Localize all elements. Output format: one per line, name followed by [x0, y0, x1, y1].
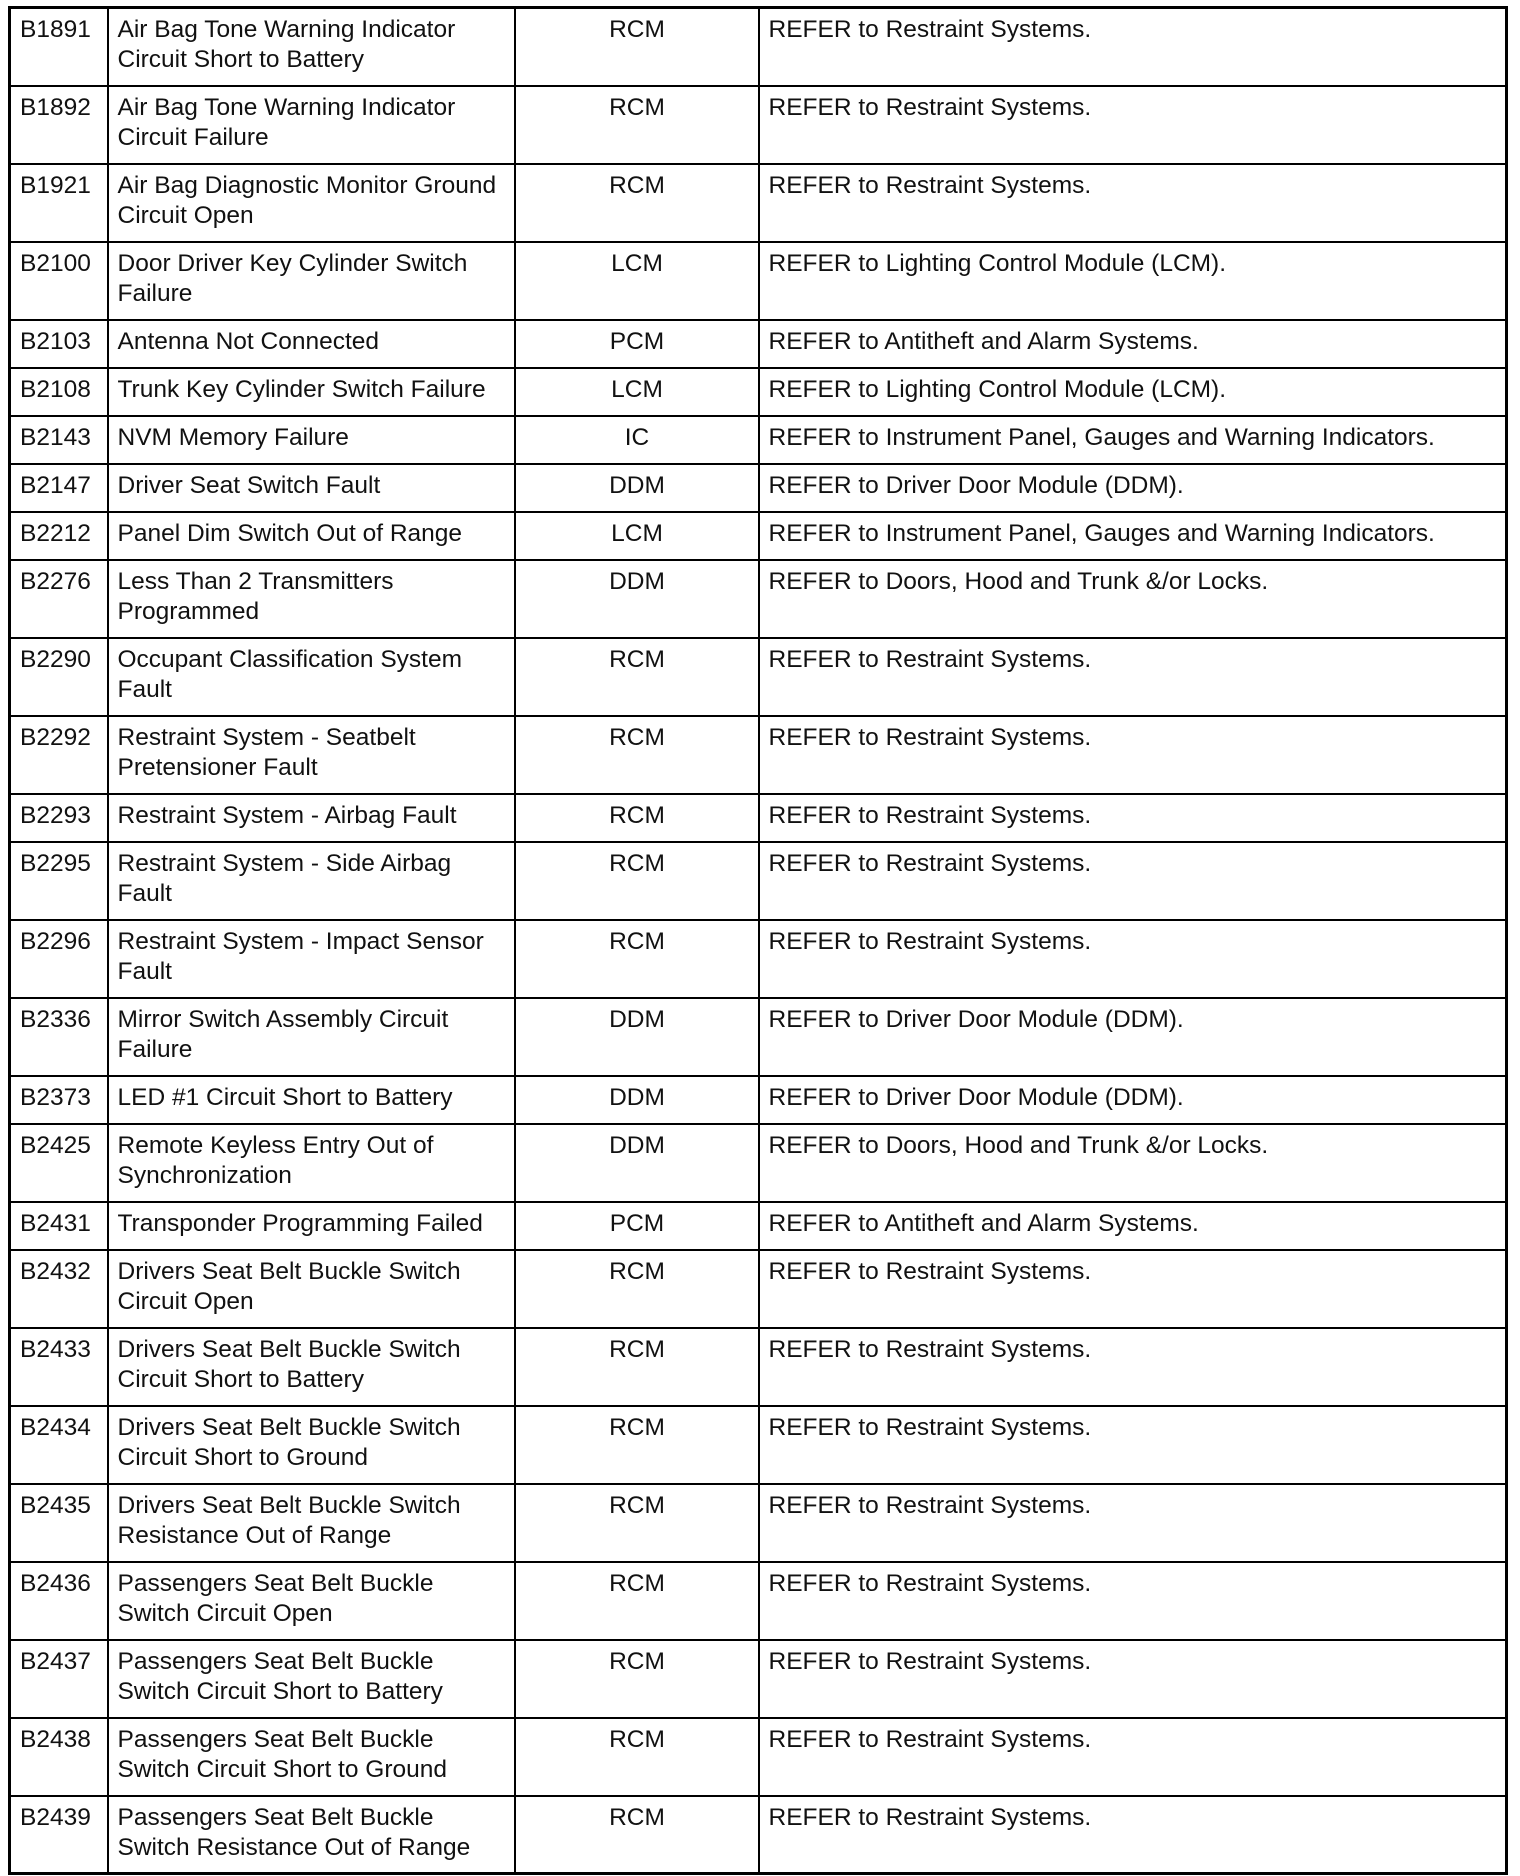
dtc-module-cell: RCM — [515, 794, 759, 842]
table-row — [10, 1796, 1507, 1874]
dtc-action-cell: REFER to Restraint Systems. — [759, 1718, 1507, 1796]
dtc-description-cell: Restraint System - Side Airbag Fault — [108, 842, 515, 920]
table-row — [10, 716, 1507, 794]
dtc-module-cell: IC — [515, 416, 759, 464]
dtc-description-cell: Air Bag Diagnostic Monitor Ground Circuit Open — [108, 164, 515, 242]
table-row — [10, 1250, 1507, 1328]
dtc-module-cell: RCM — [515, 1484, 759, 1562]
dtc-code-cell: B2108 — [10, 368, 108, 416]
dtc-action-cell: REFER to Restraint Systems. — [759, 920, 1507, 998]
dtc-description-cell: Mirror Switch Assembly Circuit Failure — [108, 998, 515, 1076]
dtc-code-cell: B2292 — [10, 716, 108, 794]
dtc-module-cell: RCM — [515, 716, 759, 794]
dtc-module-cell: RCM — [515, 86, 759, 164]
dtc-description-cell: Door Driver Key Cylinder Switch Failure — [108, 242, 515, 320]
dtc-module-cell: DDM — [515, 1124, 759, 1202]
table-row — [10, 1076, 1507, 1124]
dtc-description-cell: Passengers Seat Belt Buckle Switch Circuit Short to Battery — [108, 1640, 515, 1718]
dtc-module-cell: RCM — [515, 1640, 759, 1718]
dtc-description-cell: Antenna Not Connected — [108, 320, 515, 368]
table-row — [10, 842, 1507, 920]
dtc-action-cell: REFER to Restraint Systems. — [759, 638, 1507, 716]
dtc-code-cell: B2100 — [10, 242, 108, 320]
dtc-code-cell: B2373 — [10, 1076, 108, 1124]
dtc-action-cell: REFER to Instrument Panel, Gauges and Warning Indicators. — [759, 512, 1507, 560]
dtc-code-cell: B1921 — [10, 164, 108, 242]
dtc-module-cell: RCM — [515, 842, 759, 920]
dtc-description-cell: Remote Keyless Entry Out of Synchronization — [108, 1124, 515, 1202]
table-row — [10, 794, 1507, 842]
dtc-module-cell: RCM — [515, 1328, 759, 1406]
dtc-action-cell: REFER to Restraint Systems. — [759, 1562, 1507, 1640]
dtc-module-cell: DDM — [515, 560, 759, 638]
table-row — [10, 164, 1507, 242]
dtc-module-cell: PCM — [515, 1202, 759, 1250]
dtc-module-cell: LCM — [515, 512, 759, 560]
dtc-action-cell: REFER to Restraint Systems. — [759, 1250, 1507, 1328]
table-row — [10, 1562, 1507, 1640]
dtc-description-cell: Transponder Programming Failed — [108, 1202, 515, 1250]
dtc-code-cell: B2143 — [10, 416, 108, 464]
dtc-action-cell: REFER to Antitheft and Alarm Systems. — [759, 320, 1507, 368]
dtc-module-cell: DDM — [515, 464, 759, 512]
dtc-description-cell: Driver Seat Switch Fault — [108, 464, 515, 512]
dtc-code-cell: B2435 — [10, 1484, 108, 1562]
table-row — [10, 368, 1507, 416]
table-row — [10, 638, 1507, 716]
dtc-description-cell: Air Bag Tone Warning Indicator Circuit Failure — [108, 86, 515, 164]
dtc-action-cell: REFER to Restraint Systems. — [759, 716, 1507, 794]
dtc-table-body — [10, 8, 1507, 1874]
dtc-module-cell: RCM — [515, 1406, 759, 1484]
dtc-module-cell: DDM — [515, 1076, 759, 1124]
dtc-code-cell: B1891 — [10, 8, 108, 86]
dtc-code-cell: B2147 — [10, 464, 108, 512]
table-row — [10, 320, 1507, 368]
dtc-action-cell: REFER to Restraint Systems. — [759, 8, 1507, 86]
dtc-action-cell: REFER to Antitheft and Alarm Systems. — [759, 1202, 1507, 1250]
table-row — [10, 512, 1507, 560]
table-row — [10, 1640, 1507, 1718]
dtc-module-cell: RCM — [515, 920, 759, 998]
dtc-code-cell: B2290 — [10, 638, 108, 716]
dtc-description-cell: LED #1 Circuit Short to Battery — [108, 1076, 515, 1124]
dtc-module-cell: DDM — [515, 998, 759, 1076]
dtc-action-cell: REFER to Restraint Systems. — [759, 86, 1507, 164]
dtc-module-cell: LCM — [515, 242, 759, 320]
dtc-description-cell: Drivers Seat Belt Buckle Switch Circuit Short to Battery — [108, 1328, 515, 1406]
table-row — [10, 1718, 1507, 1796]
dtc-action-cell: REFER to Restraint Systems. — [759, 1406, 1507, 1484]
dtc-description-cell: Occupant Classification System Fault — [108, 638, 515, 716]
dtc-description-cell: Passengers Seat Belt Buckle Switch Resistance Out of Range — [108, 1796, 515, 1874]
dtc-description-cell: NVM Memory Failure — [108, 416, 515, 464]
dtc-action-cell: REFER to Restraint Systems. — [759, 164, 1507, 242]
dtc-code-cell: B2103 — [10, 320, 108, 368]
dtc-description-cell: Drivers Seat Belt Buckle Switch Circuit Short to Ground — [108, 1406, 515, 1484]
dtc-code-cell: B2336 — [10, 998, 108, 1076]
dtc-action-cell: REFER to Lighting Control Module (LCM). — [759, 242, 1507, 320]
dtc-action-cell: REFER to Restraint Systems. — [759, 842, 1507, 920]
dtc-code-cell: B2276 — [10, 560, 108, 638]
dtc-description-cell: Less Than 2 Transmitters Programmed — [108, 560, 515, 638]
dtc-module-cell: RCM — [515, 1562, 759, 1640]
dtc-description-cell: Passengers Seat Belt Buckle Switch Circuit Short to Ground — [108, 1718, 515, 1796]
dtc-module-cell: RCM — [515, 1718, 759, 1796]
dtc-action-cell: REFER to Driver Door Module (DDM). — [759, 998, 1507, 1076]
dtc-module-cell: RCM — [515, 638, 759, 716]
table-row — [10, 242, 1507, 320]
dtc-table — [8, 6, 1508, 1875]
dtc-action-cell: REFER to Restraint Systems. — [759, 1484, 1507, 1562]
dtc-code-cell: B2431 — [10, 1202, 108, 1250]
dtc-action-cell: REFER to Doors, Hood and Trunk &/or Locks. — [759, 1124, 1507, 1202]
dtc-code-cell: B2432 — [10, 1250, 108, 1328]
dtc-module-cell: RCM — [515, 164, 759, 242]
dtc-code-cell: B2212 — [10, 512, 108, 560]
dtc-description-cell: Passengers Seat Belt Buckle Switch Circuit Open — [108, 1562, 515, 1640]
dtc-action-cell: REFER to Restraint Systems. — [759, 1640, 1507, 1718]
table-row — [10, 1406, 1507, 1484]
dtc-module-cell: RCM — [515, 8, 759, 86]
dtc-code-cell: B2434 — [10, 1406, 108, 1484]
dtc-code-cell: B2295 — [10, 842, 108, 920]
dtc-action-cell: REFER to Restraint Systems. — [759, 794, 1507, 842]
table-row — [10, 416, 1507, 464]
dtc-code-cell: B2439 — [10, 1796, 108, 1874]
dtc-code-cell: B2438 — [10, 1718, 108, 1796]
dtc-description-cell: Drivers Seat Belt Buckle Switch Resistance Out of Range — [108, 1484, 515, 1562]
dtc-action-cell: REFER to Instrument Panel, Gauges and Warning Indicators. — [759, 416, 1507, 464]
dtc-code-cell: B2296 — [10, 920, 108, 998]
dtc-code-cell: B2437 — [10, 1640, 108, 1718]
dtc-action-cell: REFER to Restraint Systems. — [759, 1796, 1507, 1874]
dtc-description-cell: Drivers Seat Belt Buckle Switch Circuit Open — [108, 1250, 515, 1328]
dtc-description-cell: Panel Dim Switch Out of Range — [108, 512, 515, 560]
dtc-action-cell: REFER to Restraint Systems. — [759, 1328, 1507, 1406]
dtc-action-cell: REFER to Driver Door Module (DDM). — [759, 464, 1507, 512]
dtc-document — [8, 6, 1508, 1875]
table-row — [10, 1202, 1507, 1250]
table-row — [10, 8, 1507, 86]
table-row — [10, 920, 1507, 998]
dtc-description-cell: Restraint System - Airbag Fault — [108, 794, 515, 842]
dtc-code-cell: B2293 — [10, 794, 108, 842]
dtc-action-cell: REFER to Driver Door Module (DDM). — [759, 1076, 1507, 1124]
table-row — [10, 464, 1507, 512]
dtc-code-cell: B1892 — [10, 86, 108, 164]
dtc-code-cell: B2436 — [10, 1562, 108, 1640]
dtc-code-cell: B2433 — [10, 1328, 108, 1406]
dtc-description-cell: Trunk Key Cylinder Switch Failure — [108, 368, 515, 416]
table-row — [10, 1328, 1507, 1406]
dtc-module-cell: LCM — [515, 368, 759, 416]
dtc-action-cell: REFER to Lighting Control Module (LCM). — [759, 368, 1507, 416]
table-row — [10, 560, 1507, 638]
dtc-description-cell: Air Bag Tone Warning Indicator Circuit Short to Battery — [108, 8, 515, 86]
table-row — [10, 86, 1507, 164]
dtc-module-cell: RCM — [515, 1250, 759, 1328]
dtc-description-cell: Restraint System - Seatbelt Pretensioner Fault — [108, 716, 515, 794]
dtc-action-cell: REFER to Doors, Hood and Trunk &/or Locks. — [759, 560, 1507, 638]
dtc-module-cell: PCM — [515, 320, 759, 368]
table-row — [10, 1124, 1507, 1202]
table-row — [10, 1484, 1507, 1562]
table-row — [10, 998, 1507, 1076]
dtc-module-cell: RCM — [515, 1796, 759, 1874]
dtc-description-cell: Restraint System - Impact Sensor Fault — [108, 920, 515, 998]
dtc-code-cell: B2425 — [10, 1124, 108, 1202]
